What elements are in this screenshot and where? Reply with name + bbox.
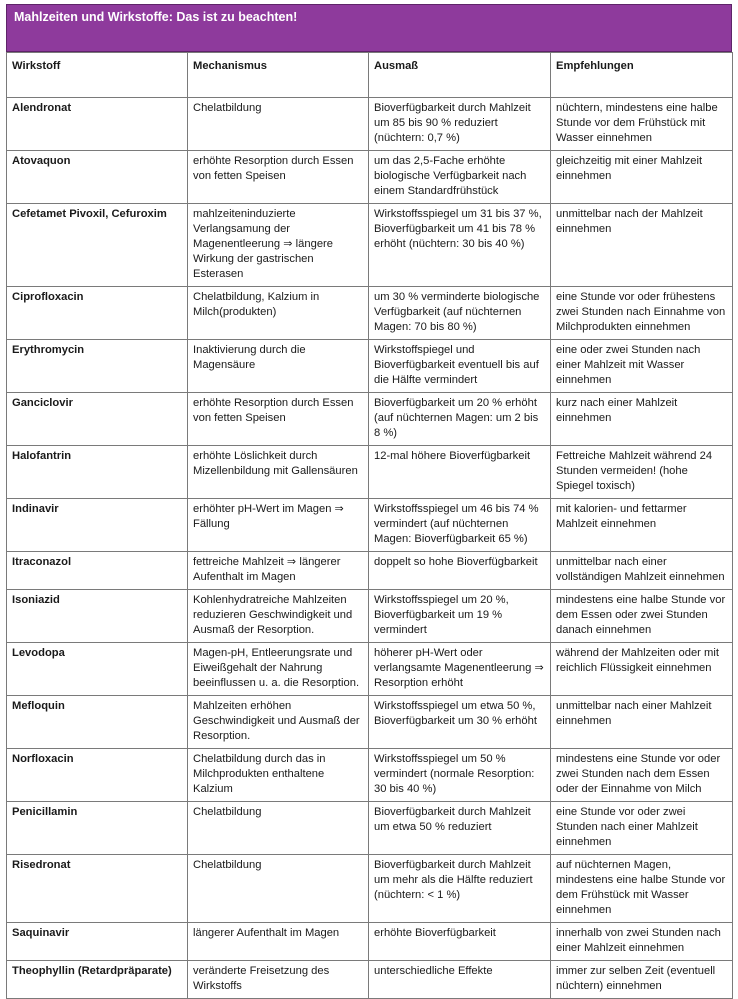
cell-wirkstoff: Atovaquon [7, 151, 188, 204]
cell-empfehlung: unmittelbar nach der Mahlzeit einnehmen [551, 204, 733, 287]
cell-mechanismus: Chelatbildung [188, 855, 369, 923]
cell-mechanismus: Magen-pH, Entleerungsrate und Eiweißgehalt der Nahrung beeinflussen u. a. die Resorption. [188, 643, 369, 696]
column-header-mechanismus: Mechanismus [188, 53, 369, 98]
cell-mechanismus: Inaktivierung durch die Magensäure [188, 340, 369, 393]
cell-empfehlung: unmittelbar nach einer vollständigen Mahlzeit einnehmen [551, 552, 733, 590]
cell-wirkstoff: Norfloxacin [7, 749, 188, 802]
cell-ausmass: Wirkstoffsspiegel um 20 %, Bioverfügbarkeit um 19 % vermindert [369, 590, 551, 643]
cell-ausmass: Wirkstoffsspiegel um etwa 50 %, Bioverfügbarkeit um 30 % erhöht [369, 696, 551, 749]
table-row [7, 204, 733, 287]
cell-mechanismus: längerer Aufenthalt im Magen [188, 923, 369, 961]
cell-mechanismus: veränderte Freisetzung des Wirkstoffs [188, 961, 369, 999]
cell-mechanismus: Kohlenhydratreiche Mahlzeiten reduzieren Geschwindigkeit und Ausmaß der Resorption. [188, 590, 369, 643]
cell-mechanismus: Chelatbildung, Kalzium in Milch(produkten) [188, 287, 369, 340]
table-row [7, 151, 733, 204]
cell-wirkstoff: Indinavir [7, 499, 188, 552]
cell-wirkstoff: Ganciclovir [7, 393, 188, 446]
table-row [7, 923, 733, 961]
table-row [7, 643, 733, 696]
cell-empfehlung: mindestens eine Stunde vor oder zwei Stunden nach dem Essen oder der Einnahme von Milch [551, 749, 733, 802]
cell-empfehlung: mit kalorien- und fettarmer Mahlzeit einnehmen [551, 499, 733, 552]
cell-empfehlung: während der Mahlzeiten oder mit reichlich Flüssigkeit einnehmen [551, 643, 733, 696]
table-row [7, 855, 733, 923]
cell-mechanismus: erhöhte Löslichkeit durch Mizellenbildung mit Gallensäuren [188, 446, 369, 499]
table-row [7, 446, 733, 499]
column-header-wirkstoff: Wirkstoff [7, 53, 188, 98]
cell-wirkstoff: Halofantrin [7, 446, 188, 499]
table-row [7, 802, 733, 855]
cell-mechanismus: Chelatbildung [188, 802, 369, 855]
cell-ausmass: Wirkstoffspiegel und Bioverfügbarkeit eventuell bis auf die Hälfte vermindert [369, 340, 551, 393]
cell-ausmass: Wirkstoffsspiegel um 50 % vermindert (normale Resorption: 30 bis 40 %) [369, 749, 551, 802]
cell-wirkstoff: Erythromycin [7, 340, 188, 393]
table-row [7, 340, 733, 393]
cell-ausmass: Bioverfügbarkeit durch Mahlzeit um etwa 50 % reduziert [369, 802, 551, 855]
cell-ausmass: Bioverfügbarkeit um 20 % erhöht (auf nüchternen Magen: um 2 bis 8 %) [369, 393, 551, 446]
cell-empfehlung: eine Stunde vor oder frühestens zwei Stunden nach Einnahme von Milchprodukten einnehmen [551, 287, 733, 340]
table-row [7, 552, 733, 590]
column-header-ausmass: Ausmaß [369, 53, 551, 98]
cell-ausmass: Wirkstoffsspiegel um 31 bis 37 %, Bioverfügbarkeit um 41 bis 78 % erhöht (nüchtern: 30 bis 40 %) [369, 204, 551, 287]
header-row [7, 53, 733, 98]
cell-mechanismus: Chelatbildung durch das in Milchprodukten enthaltene Kalzium [188, 749, 369, 802]
table-row [7, 499, 733, 552]
table-row [7, 98, 733, 151]
cell-empfehlung: mindestens eine halbe Stunde vor dem Essen oder zwei Stunden danach einnehmen [551, 590, 733, 643]
table-row [7, 590, 733, 643]
cell-mechanismus: mahlzeiteninduzierte Verlangsamung der Magenentleerung ⇒ längere Wirkung der gastrischen Esterasen [188, 204, 369, 287]
cell-empfehlung: innerhalb von zwei Stunden nach einer Mahlzeit einnehmen [551, 923, 733, 961]
cell-ausmass: Wirkstoffsspiegel um 46 bis 74 % vermindert (auf nüchternen Magen: Bioverfügbarkeit 65 %) [369, 499, 551, 552]
cell-mechanismus: erhöhte Resorption durch Essen von fetten Speisen [188, 393, 369, 446]
table-container [6, 4, 732, 999]
cell-ausmass: doppelt so hohe Bioverfügbarkeit [369, 552, 551, 590]
cell-mechanismus: Mahlzeiten erhöhen Geschwindigkeit und Ausmaß der Resorption. [188, 696, 369, 749]
table-row [7, 961, 733, 999]
cell-wirkstoff: Itraconazol [7, 552, 188, 590]
cell-empfehlung: eine oder zwei Stunden nach einer Mahlzeit mit Wasser einnehmen [551, 340, 733, 393]
cell-empfehlung: Fettreiche Mahlzeit während 24 Stunden vermeiden! (hohe Spiegel toxisch) [551, 446, 733, 499]
table-row [7, 393, 733, 446]
table-row [7, 749, 733, 802]
cell-ausmass: 12-mal höhere Bioverfügbarkeit [369, 446, 551, 499]
cell-mechanismus: erhöhter pH-Wert im Magen ⇒ Fällung [188, 499, 369, 552]
cell-wirkstoff: Cefetamet Pivoxil, Cefuroxim [7, 204, 188, 287]
cell-ausmass: um das 2,5-Fache erhöhte biologische Verfügbarkeit nach einem Standardfrühstück [369, 151, 551, 204]
cell-mechanismus: fettreiche Mahlzeit ⇒ längerer Aufenthalt im Magen [188, 552, 369, 590]
cell-wirkstoff: Levodopa [7, 643, 188, 696]
table-body [7, 98, 733, 999]
medication-table [6, 52, 733, 999]
cell-empfehlung: immer zur selben Zeit (eventuell nüchtern) einnehmen [551, 961, 733, 999]
table-row [7, 696, 733, 749]
cell-empfehlung: nüchtern, mindestens eine halbe Stunde vor dem Frühstück mit Wasser einnehmen [551, 98, 733, 151]
cell-wirkstoff: Theophyllin (Retardpräparate) [7, 961, 188, 999]
cell-mechanismus: Chelatbildung [188, 98, 369, 151]
cell-ausmass: Bioverfügbarkeit durch Mahlzeit um 85 bis 90 % reduziert (nüchtern: 0,7 %) [369, 98, 551, 151]
cell-empfehlung: unmittelbar nach einer Mahlzeit einnehmen [551, 696, 733, 749]
cell-mechanismus: erhöhte Resorption durch Essen von fetten Speisen [188, 151, 369, 204]
table-title: Mahlzeiten und Wirkstoffe: Das ist zu beachten! [6, 4, 732, 52]
cell-wirkstoff: Saquinavir [7, 923, 188, 961]
cell-ausmass: um 30 % verminderte biologische Verfügbarkeit (auf nüchternen Magen: 70 bis 80 %) [369, 287, 551, 340]
table-row [7, 287, 733, 340]
cell-empfehlung: eine Stunde vor oder zwei Stunden nach einer Mahlzeit einnehmen [551, 802, 733, 855]
cell-ausmass: Bioverfügbarkeit durch Mahlzeit um mehr als die Hälfte reduziert (nüchtern: < 1 %) [369, 855, 551, 923]
cell-ausmass: unterschiedliche Effekte [369, 961, 551, 999]
cell-wirkstoff: Ciprofloxacin [7, 287, 188, 340]
cell-ausmass: höherer pH-Wert oder verlangsamte Magenentleerung ⇒ Resorption erhöht [369, 643, 551, 696]
cell-wirkstoff: Isoniazid [7, 590, 188, 643]
cell-wirkstoff: Alendronat [7, 98, 188, 151]
cell-wirkstoff: Risedronat [7, 855, 188, 923]
cell-wirkstoff: Mefloquin [7, 696, 188, 749]
cell-ausmass: erhöhte Bioverfügbarkeit [369, 923, 551, 961]
cell-empfehlung: kurz nach einer Mahlzeit einnehmen [551, 393, 733, 446]
cell-wirkstoff: Penicillamin [7, 802, 188, 855]
cell-empfehlung: auf nüchternen Magen, mindestens eine halbe Stunde vor dem Frühstück mit Wasser einnehmen [551, 855, 733, 923]
cell-empfehlung: gleichzeitig mit einer Mahlzeit einnehmen [551, 151, 733, 204]
column-header-empfehlungen: Empfehlungen [551, 53, 733, 98]
